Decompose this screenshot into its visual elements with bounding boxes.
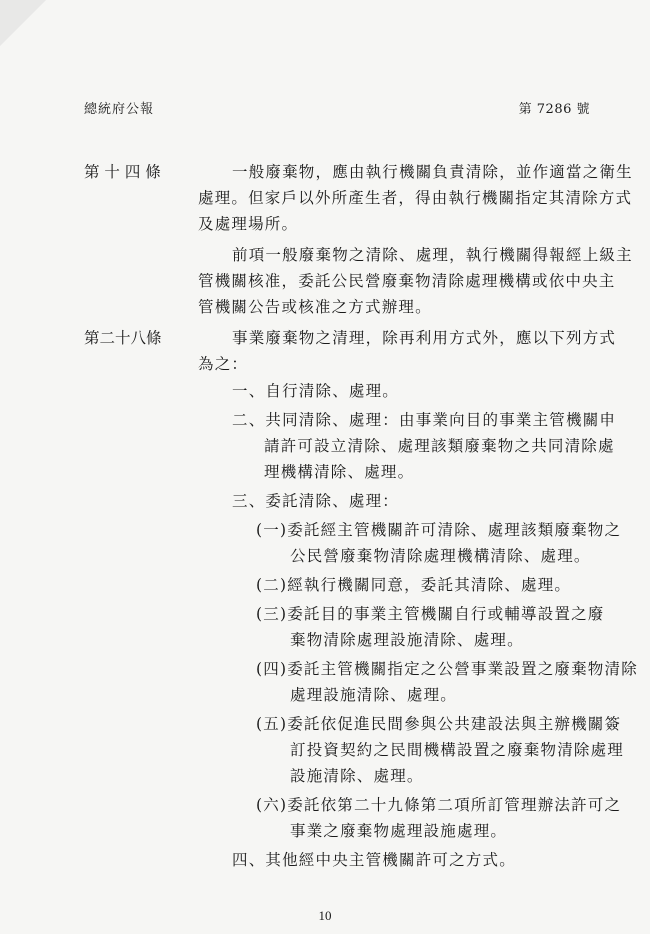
article-28-subitem: (二)經執行機關同意，委託其清除、處理。 xyxy=(256,576,572,594)
issue-number: 第 7286 號 xyxy=(518,102,590,117)
page-number: 10 xyxy=(318,908,332,923)
article-28-subitem: (一)委託經主管機關許可清除、處理該類廢棄物之 xyxy=(256,521,622,539)
article-28-line: 公民營廢棄物清除處理機構清除、處理。 xyxy=(290,547,591,565)
article-28-item: 三、委託清除、處理： xyxy=(232,492,400,510)
article-28-label: 第二十八條 xyxy=(84,329,162,347)
article-28-line: 棄物清除處理設施清除、處理。 xyxy=(290,631,524,649)
article-28-line: 請許可設立清除、處理該類廢棄物之共同清除處 xyxy=(264,437,615,455)
article-28-subitem: (四)委託主管機關指定之公營事業設置之廢棄物清除 xyxy=(256,660,638,678)
article-14-line: 管機關公告或核准之方式辦理。 xyxy=(198,298,432,316)
article-28-item: 一、自行清除、處理。 xyxy=(232,382,400,400)
article-28-item: 四、其他經中央主管機關許可之方式。 xyxy=(232,851,516,869)
article-14-line: 管機關核准，委託公民營廢棄物清除處理機構或依中央主 xyxy=(198,272,616,290)
article-28-line: 事業廢棄物之清理，除再利用方式外，應以下列方式 xyxy=(232,329,617,347)
article-14-line: 一般廢棄物，應由執行機關負責清除，並作適當之衛生 xyxy=(232,163,633,181)
article-28-line: 事業之廢棄物處理設施處理。 xyxy=(290,822,508,840)
article-28-subitem: (六)委託依第二十九條第二項所訂管理辦法許可之 xyxy=(256,796,622,814)
article-14-line: 處理。但家戶以外所產生者，得由執行機關指定其清除方式 xyxy=(198,189,633,207)
article-28-subitem: (五)委託依促進民間參與公共建設法與主辦機關簽 xyxy=(256,715,622,733)
article-28-line: 理機構清除、處理。 xyxy=(264,463,415,481)
article-28-line: 設施清除、處理。 xyxy=(290,767,424,785)
article-28-line: 處理設施清除、處理。 xyxy=(290,686,458,704)
article-28-item: 二、共同清除、處理：由事業向目的事業主管機關申 xyxy=(232,411,617,429)
article-14-label: 第 十 四 條 xyxy=(84,163,161,181)
publication-title: 總統府公報 xyxy=(84,102,155,117)
article-28-line: 訂投資契約之民間機構設置之廢棄物清除處理 xyxy=(290,741,625,759)
article-28-subitem: (三)委託目的事業主管機關自行或輔導設置之廢 xyxy=(256,605,605,623)
article-28-line: 為之： xyxy=(198,355,249,373)
scan-corner-fold xyxy=(0,0,46,46)
article-14-line: 及處理場所。 xyxy=(198,215,299,233)
article-14-line: 前項一般廢棄物之清除、處理，執行機關得報經上級主 xyxy=(232,246,633,264)
